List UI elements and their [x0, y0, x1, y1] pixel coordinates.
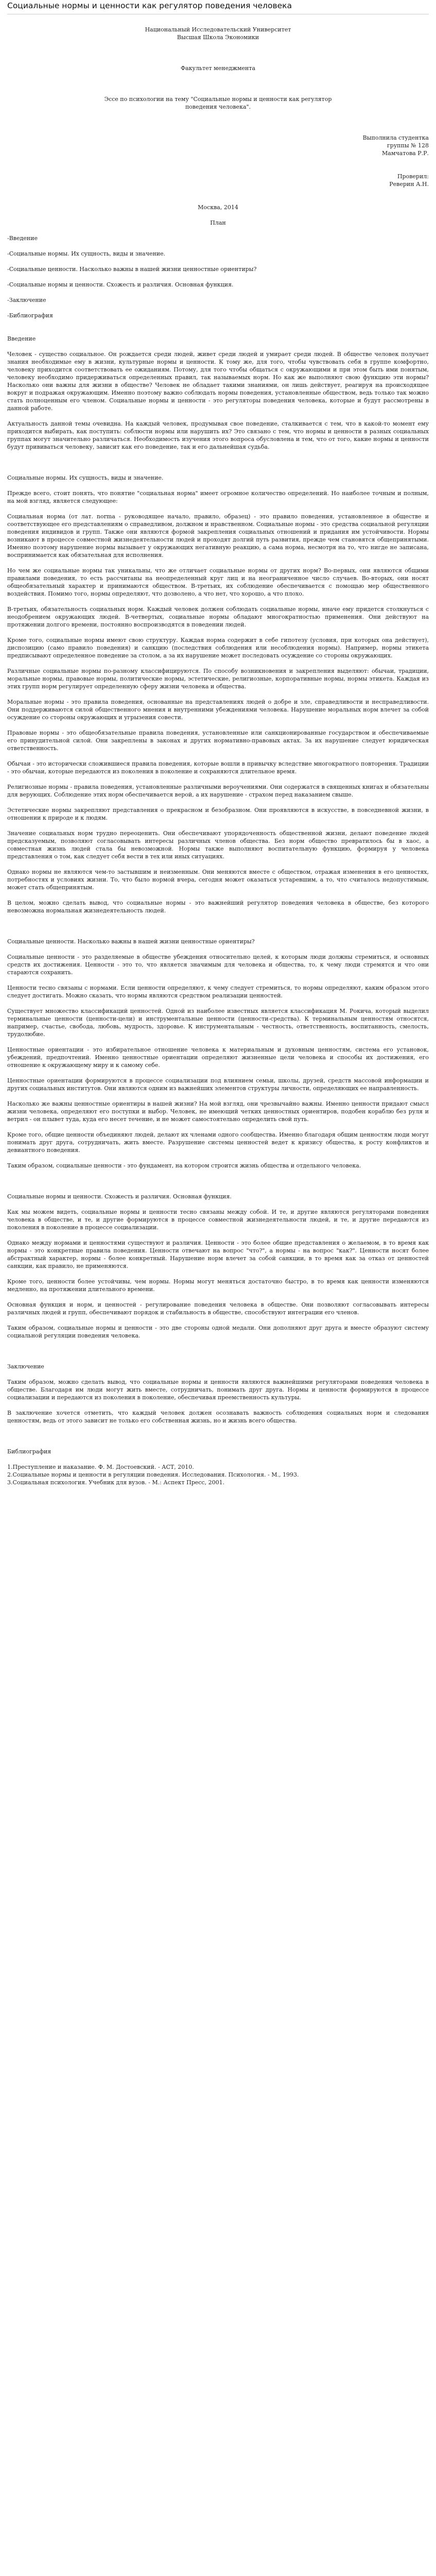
- section: [7, 1363, 429, 1448]
- paragraph: Существует множество классификаций ценностей. Одной из наиболее известных является классификация М. Рокича, который выделил терминальные ценности (ценности-цели) и инструментальные ценности (ценности-средства). К терминальным ценностям относятся, например, счастье, свобода, любовь, мудрость, здоровье. К инструментальным - честность, ответственность, воспитанность, смелость, трудолюбие.: [7, 1008, 429, 1038]
- school-name: Высшая Школа Экономики: [177, 34, 259, 41]
- plan-title: План: [210, 219, 226, 226]
- teacher-name: Реверин А.Н.: [389, 181, 429, 188]
- checked-by-label: Проверил:: [397, 173, 429, 180]
- performed-by-label: Выполнила студентка: [362, 134, 429, 141]
- faculty-name: Факультет менеджмента: [180, 65, 256, 72]
- paragraph: Насколько же важны ценностные ориентиры в нашей жизни? На мой взгляд, они чрезвычайно важны. Именно ценности придают смысл жизни человека, определяют его поступки и выбор. Человек, не имеющий четких ценностных ориентиров, подобен кораблю без руля и ветрил - он плывет туда, куда его несет течение, и не может самостоятельно определить свой путь.: [7, 1100, 429, 1123]
- toc-item: -Заключение: [7, 297, 46, 303]
- paragraph: Кроме того, общие ценности объединяют людей, делают их членами одного сообщества. Именно благодаря общим ценностям люди могут понимать друг друга, сотрудничать, жить вместе. Разрушение системы ценностей ведет к кризису общества, к росту конфликтов и девиантного поведения.: [7, 1131, 429, 1154]
- paragraph: Значение социальных норм трудно переоценить. Они обеспечивают упорядоченность общественной жизни, делают поведение людей предсказуемым, позволяют согласовывать интересы различных членов общества. Без норм общество превратилось бы в хаос, а совместная жизнь людей стала бы невозможной. Нормы также выполняют воспитательную функцию, формируя у человека представления о том, как следует себя вести в тех или иных ситуациях.: [7, 830, 429, 860]
- toc-item: -Социальные ценности. Насколько важны в нашей жизни ценностные ориентиры?: [7, 266, 257, 273]
- paragraph: Моральные нормы - это правила поведения, основанные на представлениях людей о добре и зле, справедливости и несправедливости. Они поддерживаются силой общественного мнения и внутренними убеждениями человека. Нарушение моральных норм влечет за собой осуждение со стороны окружающих и угрызения совести.: [7, 699, 429, 721]
- paragraph: В-третьих, обязательность социальных норм. Каждый человек должен соблюдать социальные нормы, иначе ему придется столкнуться с неодобрением окружающих людей. В-четвертых, социальные нормы обладают многократностью применения. Они действуют на протяжении долгого времени, постоянно воспроизводятся в поведении людей.: [7, 606, 429, 628]
- paragraph: Обычаи - это исторически сложившиеся правила поведения, которые вошли в привычку вследствие многократного повторения. Традиции - это обычаи, которые передаются из поколения в поколение и сохраняются длительное время.: [7, 760, 429, 775]
- paragraph: Социальная норма (от лат. norma - руководящее начало, правило, образец) - это правило поведения, установленное в обществе и соответствующее его представлениям о справедливом, должном и нравственном. Социальные нормы - это средства социальной регуляции поведения индивидов и групп. Также они являются формой закрепления социальных отношений и придания им устойчивости. Нормы возникают в процессе совместной жизнедеятельности людей и проходят долгий путь развития, прежде чем становятся общепринятыми. Именно поэтому нарушение нормы вызывает у окружающих негативную реакцию, а сама норма, несмотря на то, что нигде не записана, воспринимается как обязательная для исполнения.: [7, 513, 429, 558]
- paragraph: Как мы можем видеть, социальные нормы и ценности тесно связаны между собой. И те, и другие являются регуляторами поведения человека в обществе, и те, и другие формируются в процессе совместной жизнедеятельности людей, и те, и другие передаются из поколения в поколение в процессе социализации.: [7, 1209, 429, 1231]
- toc-item: -Введение: [7, 235, 38, 242]
- reference-item: 2.Социальные нормы и ценности в регуляции поведения. Исследования. Психология. - М., 1993.: [7, 1471, 299, 1478]
- section-heading: Социальные ценности. Насколько важны в нашей жизни ценностные ориентиры?: [7, 938, 255, 945]
- reference-item: 3.Социальная психология. Учебник для вузов. - М.: Аспект Пресс, 2001.: [7, 1479, 225, 1486]
- section-heading: Введение: [7, 335, 36, 342]
- section: [7, 474, 429, 938]
- document: [7, 0, 429, 1522]
- essay-title-line-2: поведения человека".: [185, 104, 251, 110]
- toc-item: -Библиография: [7, 312, 53, 319]
- paragraph: Таким образом, социальные нормы и ценности - это две стороны одной медали. Они дополняют друг друга и вместе образуют систему социальной регуляции поведения человека.: [7, 1325, 429, 1339]
- paragraph: Различные социальные нормы по-разному классифицируются. По способу возникновения и закрепления выделяют: обычаи, традиции, моральные нормы, правовые нормы, политические нормы, эстетические, религиозные, корпоративные нормы, нормы этикета. Каждая из этих групп норм регулирует определенную сферу жизни человека и общества.: [7, 668, 429, 690]
- toc-item: -Социальные нормы и ценности. Схожесть и различия. Основная функция.: [7, 281, 234, 288]
- group-number: группы № 128: [387, 142, 429, 149]
- section-heading: Библиография: [7, 1448, 51, 1455]
- paragraph: Таким образом, социальные ценности - это фундамент, на котором строится жизнь общества и отдельного человека.: [7, 1162, 361, 1169]
- page-title: Социальные нормы и ценности как регулятор поведения человека: [7, 1, 292, 10]
- paragraph: Однако между нормами и ценностями существуют и различия. Ценности - это более общие представления о желаемом, в то время как нормы - это конкретные правила поведения. Ценности отвечают на вопрос "что?", а нормы - на вопрос "как?". Ценности носят более абстрактный характер, нормы - более конкретный. Нарушение норм влечет за собой санкции, в то время как за отказ от ценностей санкции, как правило, не применяются.: [7, 1240, 429, 1269]
- paragraph: Человек - существо социальное. Он рождается среди людей, живет среди людей и умирает среди людей. В обществе человек получает знания необходимые ему в жизни, культурные нормы и ценности. К тому же, для того, чтобы чувствовать себя в группе комфортно, человеку приходится соответствовать ее ожиданиям. Потому, для того чтобы общаться с окружающими и при этом быть ими понятым, человеку необходимо придерживаться определенных правил, так называемых норм. Но как же выполняют свою функцию эти нормы? Насколько они важны для жизни в обществе? Человек не обладает такими знаниями, он лишь действует, реагируя на происходящее вокруг и подражая окружающим. Именно поэтому важно соблюдать нормы поведения, установленные обществом, ведь только так можно стать полноценным его членом. Социальные нормы и ценности - это регуляторы поведения человека, которые и будут рассмотрены в данной работе.: [7, 351, 429, 412]
- section: [7, 1193, 429, 1363]
- paragraph: В заключение хочется отметить, что каждый человек должен осознавать важность соблюдения социальных норм и следования ценностям, ведь от этого зависит не только его собственная жизнь, но и жизнь всего общества.: [7, 1410, 429, 1424]
- section: [7, 1448, 429, 1502]
- section-heading: Социальные нормы. Их сущность, виды и значение.: [7, 474, 164, 481]
- paragraph: Но чем же социальные нормы так уникальны, что же отличает социальные нормы от других норм? Во-первых, они являются общими правилами поведения, то есть рассчитаны на неопределенный круг лиц и на неограниченное число случаев. Во-вторых, они носят общеобязательный характер и принимаются обществом. В-третьих, их соблюдение обеспечивается с помощью мер общественного воздействия. Помимо того, нормы определяют, что дозволено, а что нет, что хорошо, а что плохо.: [7, 567, 429, 597]
- paragraph: Правовые нормы - это общеобязательные правила поведения, установленные или санкционированные государством и обеспечиваемые его принудительной силой. Они закреплены в законах и других нормативно-правовых актах. За их нарушение следует юридическая ответственность.: [7, 730, 429, 752]
- title-page: [7, 26, 429, 234]
- essay-title-line-1: Эссе по психологии на тему "Социальные нормы и ценности как регулятор: [104, 96, 332, 103]
- student-name: Мамчатова Р.Р.: [382, 150, 429, 157]
- paragraph: Кроме того, ценности более устойчивы, чем нормы. Нормы могут меняться достаточно быстро, в то время как ценности изменяются медленно, на протяжении длительного времени.: [7, 1278, 429, 1293]
- paragraph: Ценности тесно связаны с нормами. Если ценности определяют, к чему следует стремиться, то нормы определяют, каким образом этого следует достигать. Можно сказать, что нормы являются средством реализации ценностей.: [7, 985, 429, 999]
- section-heading: Заключение: [7, 1363, 44, 1370]
- paragraph: Ценностные ориентации - это избирательное отношение человека к материальным и духовным ценностям, система его установок, убеждений, предпочтений. Именно ценностные ориентации определяют жизненные цели человека и способы их достижения, его отношение к окружающему миру и к самому себе.: [7, 1046, 429, 1069]
- paragraph: Прежде всего, стоит понять, что понятие "социальная норма" имеет огромное количество определений. Но наиболее точным и полным, на мой взгляд, является следующее:: [7, 490, 429, 504]
- paragraph: Таким образом, можно сделать вывод, что социальные нормы и ценности являются важнейшими регуляторами поведения человека в обществе. Благодаря им люди могут жить вместе, сотрудничать, понимать друг друга. Нормы и ценности формируются в процессе социализации и передаются из поколения в поколение, обеспечивая преемственность культуры.: [7, 1379, 429, 1401]
- paragraph: Ценностные ориентации формируются в процессе социализации под влиянием семьи, школы, друзей, средств массовой информации и других социальных институтов. Они являются одним из важнейших элементов структуры личности, определяющих ее направленность.: [7, 1077, 429, 1092]
- city-year: Москва, 2014: [198, 204, 238, 211]
- section: [7, 938, 429, 1193]
- paragraph: Религиозные нормы - правила поведения, установленные различными вероучениями. Они содержатся в священных книгах и обязательны для верующих. Соблюдение этих норм обеспечивается верой, а их нарушение - страхом перед наказанием свыше.: [7, 784, 429, 798]
- paragraph: Актуальность данной темы очевидна. На каждый человек, продумывая свое поведение, сталкивается с тем, что в какой-то момент ему приходится выбирать, как поступить: соблюсти нормы или нарушить их? Это связано с тем, что нормы и ценности в разных социальных группах могут значительно различаться. Необходимость изучения этого вопроса обусловлена и тем, что от того, какие нормы и ценности будут прививаться человеку, зависит как его поведение, так и его дальнейшая судьба.: [7, 420, 429, 450]
- toc-item: -Социальные нормы. Их сущность, виды и значение.: [7, 250, 166, 257]
- table-of-contents: [7, 234, 429, 335]
- reference-item: 1.Преступление и наказание. Ф. М. Достоевский. - АСТ, 2010.: [7, 1464, 194, 1470]
- paragraph: Социальные ценности - это разделяемые в обществе убеждения относительно целей, к которым люди должны стремиться, и основных средств их достижения. Ценности - это то, что является значимым для человека и общества, то, к чему люди стремятся и что они стараются сохранить.: [7, 954, 429, 976]
- paragraph: Однако нормы не являются чем-то застывшим и неизменным. Они меняются вместе с обществом, отражая изменения в его ценностях, потребностях и условиях жизни. То, что было нормой вчера, сегодня может оказаться устаревшим, а то, что считалось недопустимым, может стать общепринятым.: [7, 869, 429, 891]
- paragraph: В целом, можно сделать вывод, что социальные нормы - это важнейший регулятор поведения человека в обществе, без которого невозможна нормальная жизнедеятельность людей.: [7, 900, 429, 914]
- paragraph: Основная функция и норм, и ценностей - регулирование поведения человека в обществе. Они позволяют согласовывать интересы различных людей и групп, обеспечивают порядок и стабильность в обществе, способствуют интеграции его членов.: [7, 1301, 429, 1316]
- paragraph: Кроме того, социальные нормы имеют свою структуру. Каждая норма содержит в себе гипотезу (условия, при которых она действует), диспозицию (само правило поведения) и санкцию (последствия соблюдения или несоблюдения нормы). Например, нормы этикета предписывают определенное поведение за столом, а за их нарушение может последовать осуждение со стороны окружающих.: [7, 637, 429, 659]
- section-heading: Социальные нормы и ценности. Схожесть и различия. Основная функция.: [7, 1193, 232, 1200]
- document-body: [7, 335, 429, 1502]
- section: [7, 335, 429, 474]
- paragraph: Эстетические нормы закрепляют представления о прекрасном и безобразном. Они проявляются в искусстве, в повседневной жизни, в отношении к природе и к людям.: [7, 807, 429, 821]
- university-name: Национальный Исследовательский Университет: [145, 26, 291, 33]
